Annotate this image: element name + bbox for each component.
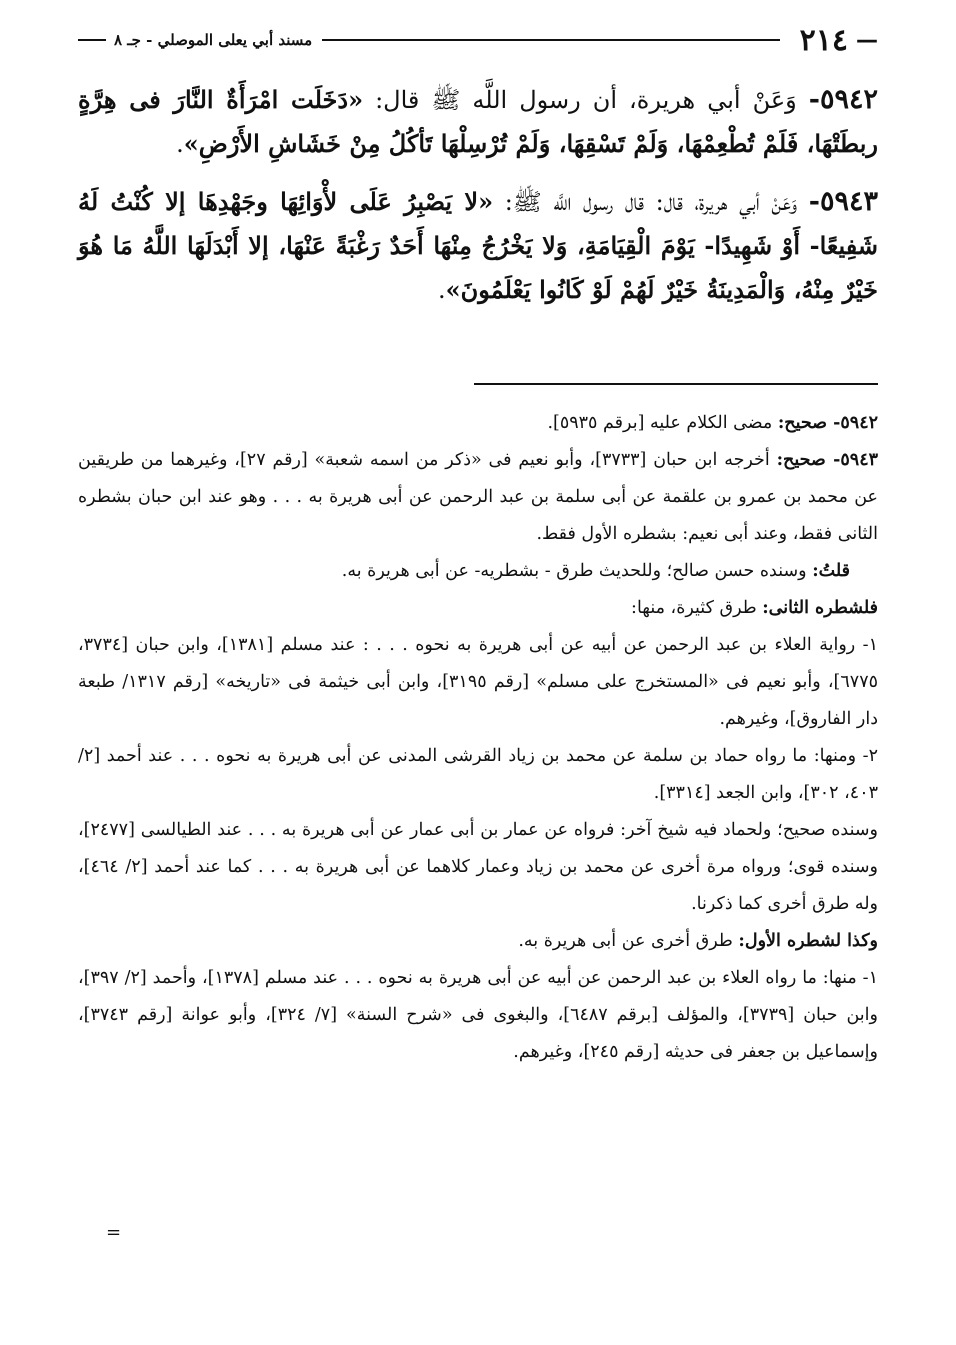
hadith-quote: «لا يَصْبِرُ عَلَى لأْوَائِهَا وجَهْدِهَا إلا كُنْتُ لَهُ شَفِيعًا- أَوْ شَهِيدًا- يَوْمَ الْقِيَامَةِ، وَلا يَخْرُجُ مِنْهَا أَحَدٌ رَغْبَةً عَنْهَا، إلا أَبْدَلَهَا اللَّهُ مَا هُوَ خَيْرٌ مِنْهُ، وَالْمَدِينَةُ خَيْرٌ لَهُمْ لَوْ كَانُوا يَعْلَمُونَ» <box>78 187 878 304</box>
isnad-paragraph: وسنده صحيح؛ ولحماد فيه شيخ آخر: فرواه عن عمار بن أبى عمار عن أبى هريرة به . . . عند الطيالسى [٢٤٧٧]، وسنده قوى؛ ورواه مرة أخرى عن محمد بن زياد وعمار كلاهما عن أبى هريرة به . . . كما عند أحمد [٢/ ٤٦٤]، وله طرق أخرى كما ذكرنا. <box>78 820 878 914</box>
qultu-lead: قلتُ: <box>812 561 850 581</box>
header-rule <box>322 39 779 41</box>
footnotes <box>78 405 878 1071</box>
footnote-number: ٥٩٤٣- صحيح: <box>776 450 878 470</box>
second-half-lead: فلشطره الثانى: <box>762 598 878 618</box>
second-half-heading <box>78 590 878 627</box>
route-item-first-1: ١- منها: ما رواه العلاء بن عبد الرحمن عن أبيه عن أبى هريرة به نحوه . . . عند مسلم [١٣٧٨]، وأحمد [٢/ ٣٩٧]، وابن حبان [٣٧٣٩]، والمؤلف [برقم ٦٤٨٧]، والبغوى فى «شرح السنة» [٧/ ٣٢٤]، وأبو عوانة [رقم ٣٧٤٣]، وإسماعيل بن جعفر فى حديثه [رقم ٢٤٥]، وغيرهم. <box>78 968 878 1062</box>
header-dash-right: — <box>856 27 878 53</box>
footnote-divider <box>474 383 878 385</box>
qultu-paragraph <box>78 553 878 590</box>
first-half-heading <box>78 923 878 960</box>
page-header <box>78 22 878 58</box>
first-half-text: طرق أخرى عن أبى هريرة به. <box>518 931 739 951</box>
header-tail-rule <box>78 39 106 41</box>
first-half-lead: وكذا لشطره الأول: <box>738 931 878 951</box>
route-item-2: ٢- ومنها: ما رواه حماد بن سلمة عن محمد بن زياد القرشى المدنى عن أبى هريرة به نحوه . . . عند أحمد [٢/ ٤٠٣، ٣٠٢]، وابن الجعد [٣٣١٤]. <box>78 746 878 803</box>
footnote-text: أخرجه ابن حبان [٣٧٣٣]، وأبو نعيم فى «ذكر من اسمه شعبة» [رقم ٢٧]، وغيرهما من طريقين عن محمد بن عمرو بن علقمة عن أبى سلمة بن عبد الرحمن عن أبى هريرة به . . . وهو عند ابن حبان بشطره الثانى فقط، وعند أبى نعيم: بشطره الأول فقط. <box>78 450 878 544</box>
hadith-5942 <box>78 78 878 166</box>
hadith-5943 <box>78 180 878 312</box>
hadith-intro: وَعَنْ أبي هريرة، أن رسول اللَّه ﷺ قال: <box>363 86 809 114</box>
route-item-1: ١- رواية العلاء بن عبد الرحمن عن أبيه عن أبى هريرة به نحوه . . . : عند مسلم [١٣٨١]، وابن حبان [٣٧٣٤، ٦٧٧٥]، وأبو نعيم فى «المستخرج على مسلم» [رقم ٣١٩٥]، وابن أبى خيثمة فى «تاريخه» [رقم ١٣١٧/ طبعة دار الفاروق]، وغيرهم. <box>78 635 878 729</box>
hadith-text <box>78 78 878 326</box>
footnote-5943 <box>78 442 878 553</box>
page-number: ٢١٤ <box>799 22 848 58</box>
footnote-number: ٥٩٤٢- صحيح: <box>777 413 878 433</box>
hadith-quote: «دَخَلَت امْرَأَةٌ النَّارَ فى هِرَّةٍ ربطَتْهَا، فَلَمْ تُطْعِمْهَا، وَلَمْ تَسْقِهَا، وَلَمْ تُرْسِلْهَا تَأكُلُ مِنْ خَشَاشِ الأَرْضِ» <box>78 85 878 158</box>
second-half-text: طرق كثيرة، منها: <box>631 598 763 618</box>
footnote-5942 <box>78 405 878 442</box>
hadith-intro: وَعَنْ أبي هريرة، قال: قال رسول اللَّه ﷺ: <box>493 188 809 216</box>
hadith-end: . <box>438 276 446 304</box>
footnote-text: مضى الكلام عليه [برقم ٥٩٣٥]. <box>547 413 778 433</box>
running-title: مسند أبي يعلى الموصلي - جـ ٨ <box>114 31 313 49</box>
hadith-number: ٥٩٤٢- <box>808 84 878 115</box>
hadith-number: ٥٩٤٣- <box>808 186 879 217</box>
qultu-text: وسنده حسن صالح؛ وللحديث طرق - بشطريه- عن أبى هريرة به. <box>341 561 813 581</box>
hadith-end: . <box>176 130 184 158</box>
continuation-mark: = <box>106 1222 122 1243</box>
